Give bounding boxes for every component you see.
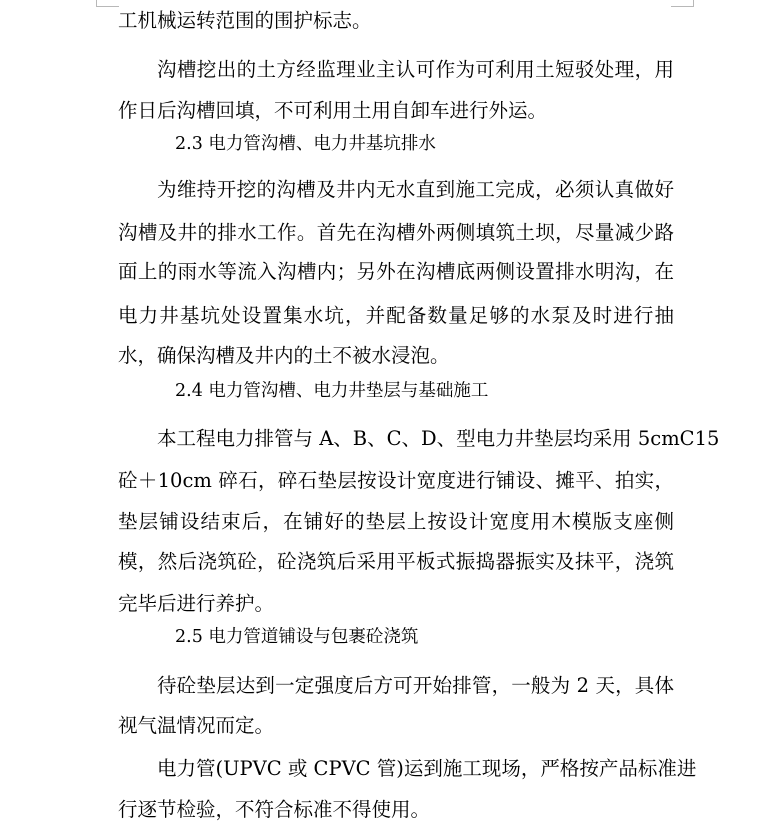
section-heading-2-4: 2.4 电力管沟槽、电力井垫层与基础施工	[175, 381, 489, 401]
margin-corner-mark-left	[96, 0, 119, 7]
paragraph-line: 垫层铺设结束后，在铺好的垫层上按设计宽度用木模版支座侧	[118, 510, 674, 533]
margin-corner-mark-right	[671, 0, 694, 7]
paragraph-line: 作日后沟槽回填，不可利用土用自卸车进行外运。	[118, 99, 548, 122]
paragraph-line: 电力井基坑处设置集水坑，并配备数量足够的水泵及时进行抽	[118, 304, 674, 327]
paragraph-line: 面上的雨水等流入沟槽内；另外在沟槽底两侧设置排水明沟，在	[118, 260, 674, 283]
section-heading-2-3: 2.3 电力管沟槽、电力井基坑排水	[175, 134, 436, 154]
paragraph-line: 本工程电力排管与 A、B、C、D、型电力井垫层均采用 5cmC15	[157, 427, 720, 450]
paragraph-line: 沟槽及井的排水工作。首先在沟槽外两侧填筑土坝，尽量减少路	[118, 221, 674, 244]
paragraph-line: 工机械运转范围的围护标志。	[118, 9, 372, 32]
paragraph-line: 砼＋10cm 碎石，碎石垫层按设计宽度进行铺设、摊平、拍实，	[118, 469, 674, 492]
paragraph-line: 行逐节检验，不符合标准不得使用。	[118, 798, 431, 821]
paragraph-line: 完毕后进行养护。	[118, 592, 275, 615]
section-heading-2-5: 2.5 电力管道铺设与包裹砼浇筑	[175, 627, 419, 647]
paragraph-line: 沟槽挖出的土方经监理业主认可作为可利用土短驳处理，用	[157, 58, 674, 81]
paragraph-line: 视气温情况而定。	[118, 714, 275, 737]
paragraph-line: 待砼垫层达到一定强度后方可开始排管，一般为 2 天，具体	[157, 674, 674, 697]
paragraph-line: 为维持开挖的沟槽及井内无水直到施工完成，必须认真做好	[157, 178, 674, 201]
paragraph-line: 模，然后浇筑砼，砼浇筑后采用平板式振捣器振实及抹平，浇筑	[118, 550, 674, 573]
paragraph-line: 水，确保沟槽及井内的土不被水浸泡。	[118, 344, 450, 367]
paragraph-line: 电力管(UPVC 或 CPVC 管)运到施工现场，严格按产品标准进	[157, 757, 697, 780]
